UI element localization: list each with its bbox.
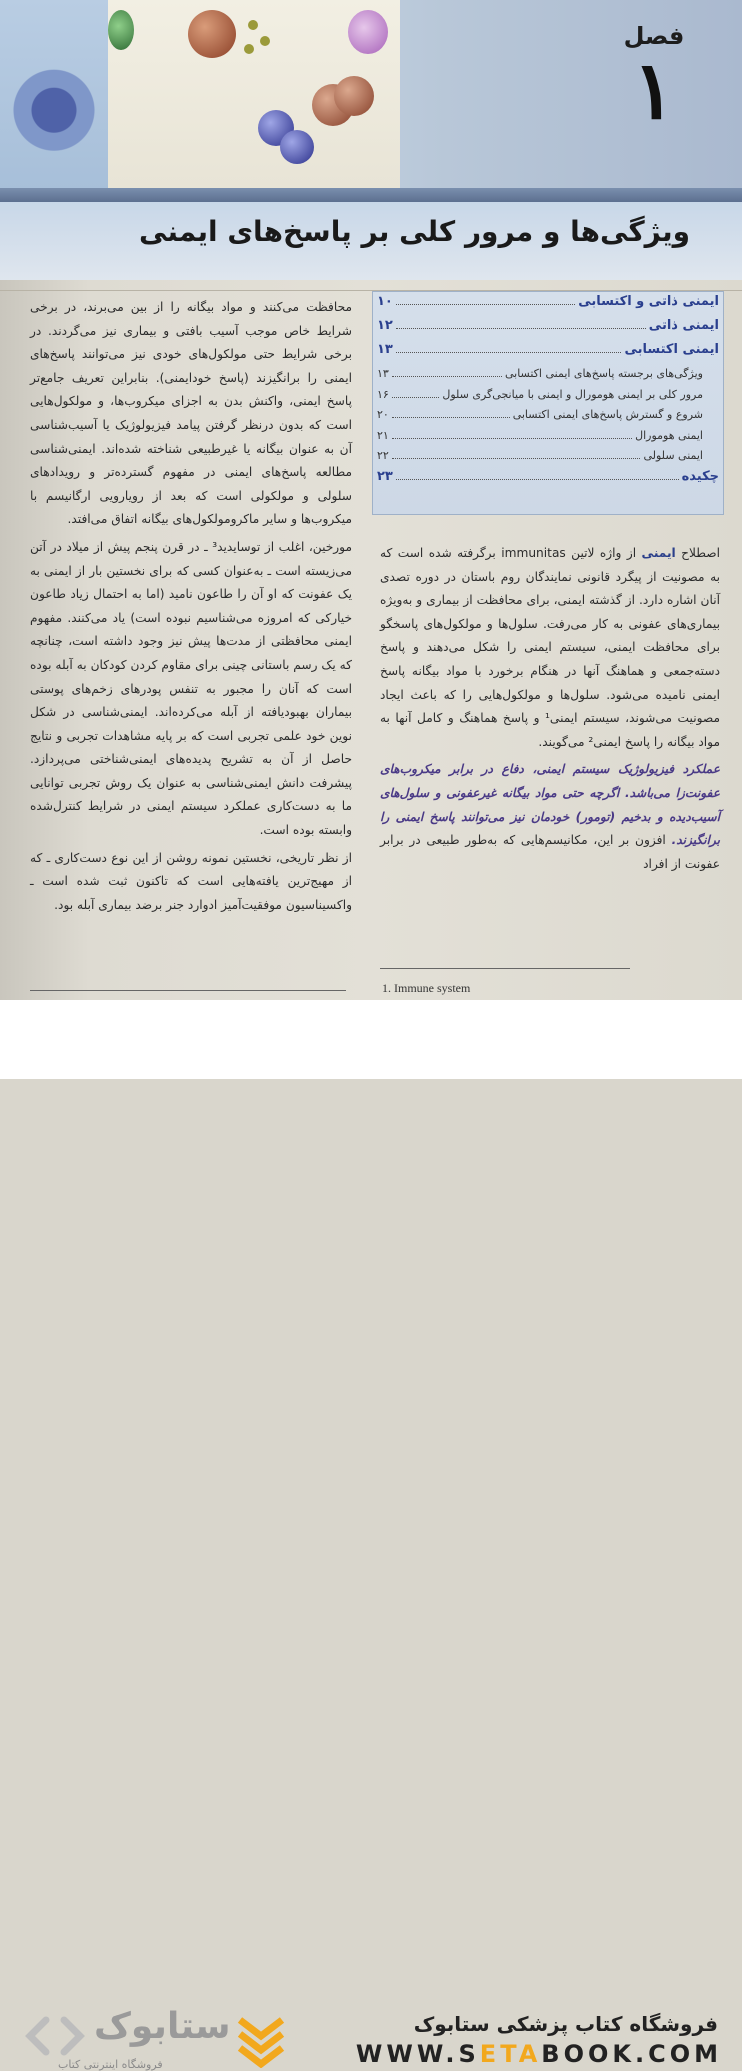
toc-entry-page: ۱۲ <box>377 318 393 333</box>
toc-entry-label: ایمنی ذاتی <box>648 318 719 333</box>
toc-entry[interactable] <box>373 340 723 364</box>
toc-entry-label: چکیده <box>681 468 719 484</box>
text-run: افزون بر این، مکانیسم‌هایی که به‌طور طبیعی در برابر عفونت از افراد <box>380 833 720 871</box>
watermark-footer <box>0 1000 742 2071</box>
toc-leader-dots <box>392 446 641 459</box>
banner-stripe <box>0 188 742 202</box>
toc-leader-dots <box>392 426 632 439</box>
chevron-down-icon <box>236 2012 286 2068</box>
text-run: از واژه لاتین immunitas برگرفته شده است که به مصونیت از پیگرد قانونی نمایندگان روم باستان در دوره تصدی آنان اشاره دارد. از گذشته ایمنی، برای محافظت از بیماری و به‌ویژه بیماری‌های عفونی به کار می‌رفت. سلول‌ها و مولکول‌های پاسخگو برای محافظت ایمنی، سیستم ایمنی را شکل می‌دهند و پاسخ دسته‌جمعی و هماهنگ آنها در هنگام برخورد با مواد بیگانه پاسخ ایمنی نامیده می‌شود. سلول‌ها و مولکول‌هایی را که باعث ایجاد مصونیت می‌شوند، سیستم ایمنی¹ و پاسخ هماهنگ و کامل آنها به مواد بیگانه را پاسخ ایمنی² می‌گویند. <box>380 546 720 749</box>
shop-name: فروشگاه کتاب پزشکی ستابوک <box>413 2012 718 2036</box>
toc-leader-dots <box>392 405 510 418</box>
toc-entry-page: ۱۳ <box>377 342 393 357</box>
toc-leader-dots <box>396 340 622 353</box>
toc-entry-label: ایمنی اکتسابی <box>624 342 719 357</box>
immune-cell-illustration-left <box>0 0 108 190</box>
toc-entry[interactable] <box>373 446 723 467</box>
footnote: 1. Immune system <box>382 981 471 995</box>
toc-entry-label: ایمنی ذاتی و اکتسابی <box>578 294 719 309</box>
text-run: اصطلاح <box>681 546 721 560</box>
toc-entry-label: ایمنی هومورال <box>635 428 703 442</box>
toc-entry[interactable] <box>373 426 723 447</box>
toc-leader-dots <box>396 316 646 329</box>
toc-entry-page: ۲۰ <box>377 408 389 421</box>
toc-entry-page: ۱۳ <box>377 367 389 380</box>
toc-entry[interactable] <box>373 316 723 340</box>
toc-leader-dots <box>396 292 575 305</box>
toc-entry-label: مرور کلی بر ایمنی هومورال و ایمنی با میانجی‌گری سلول <box>442 387 703 401</box>
chapter-word: فصل <box>623 22 685 50</box>
toc-entry-page: ۱۰ <box>377 294 393 309</box>
website-url[interactable] <box>356 2040 722 2068</box>
left-column <box>30 296 352 921</box>
key-statement: عملکرد فیزیولوژیک سیستم ایمنی، دفاع در برابر میکروب‌های عفونت‌زا می‌باشد. اگرچه حتی مواد بیگانه غیرعفونی و سلول‌های آسیب‌دیده و بدخیم (تومور) خودمان نیز می‌توانند پاسخ ایمنی را برانگیزند. <box>380 762 721 848</box>
logo-subtitle: فروشگاه اینترنتی کتاب <box>58 2058 163 2071</box>
toc-entry[interactable] <box>373 385 723 406</box>
toc-entry-label: ویژگی‌های برجسته پاسخ‌های ایمنی اکتسابی <box>504 367 703 380</box>
term-highlight: ایمنی <box>641 546 676 560</box>
right-column <box>380 542 720 880</box>
logo-wordmark: ستابوک <box>94 2006 231 2047</box>
paragraph: مورخین، اغلب از توسایدید³ ـ در قرن پنجم پیش از میلاد در آتن می‌زیسته است ـ به‌عنوان کسی که برای نخستین بار از ایمنی به یک عفونت که او آن را طاعون نامید (اما به احتمال زیاد طاعون خیارکی که امروزه می‌شناسیم نبوده است) یاد می‌کنند. مفهوم ایمنی محافظتی از مدت‌ها پیش نیز وجود داشته است، چنانچه که یک رسم باستانی چینی برای مقاوم کردن کودکان به آبله بوده است که آنان را مجبور به تنفس پودرهای زخم‌های پوستی بیماران بهبودیافته از آبله می‌کرده‌اند. ایمنی‌شناسی در شکل نوین خود علمی تجربی است که بر پایه مشاهدات تجربی و نتایج حاصل از آن به تشریح پدیده‌های ایمنی‌شناختی می‌پردازد. پیشرفت دانش ایمنی‌شناسی به عنوان یک روش تجربی توانایی ما به دست‌کاری عملکرد سیستم ایمنی در شرایط کنترل‌شده وابسته بوده است. <box>30 539 353 838</box>
toc-entry-page: ۲۳ <box>377 468 393 484</box>
paragraph: محافظت می‌کنند و مواد بیگانه را از بین می‌برند، در برخی شرایط خاص موجب آسیب بافتی و بیماری نیز می‌گردند. در برخی شرایط حتی مولکول‌های خودی نیز می‌توانند پاسخ‌های ایمنی را برانگیزند (پاسخ خودایمنی). بنابراین تعریف جامع‌تر پاسخ ایمنی، واکنش بدن به اجزای میکروب‌ها، و مولکول‌هایی است که بدون درنظر گرفتن پیامد فیزیولوژیک یا آسیب‌شناسی آن به عنوان بیگانه یا غیرطبیعی شناخته شده‌اند. ایمنی‌شناسی مطالعه پاسخ‌های ایمنی در مفهوم گسترده‌تر و رویدادهای سلولی و مولکولی است که بعد از رویارویی ارگانیسم با میکروب‌ها و سایر ماکرومولکول‌های بیگانه اتفاق می‌افتد. <box>30 300 352 527</box>
toc-leader-dots <box>396 467 679 480</box>
url-highlight: ETA <box>479 2040 542 2068</box>
footnote-rule-left <box>30 990 346 991</box>
toc-entry-page: ۱۶ <box>377 387 389 401</box>
url-part: BOOK.COM <box>541 2040 722 2068</box>
paragraph <box>380 542 720 754</box>
toc-entry-label: شروع و گسترش پاسخ‌های ایمنی اکتسابی <box>512 408 703 421</box>
toc-entry[interactable] <box>373 364 723 385</box>
chapter-label <box>604 22 704 142</box>
chapter-number: ۱ <box>632 43 676 137</box>
footnote-rule <box>380 968 630 969</box>
toc-entry-page: ۲۲ <box>377 449 389 462</box>
toc-entry-page: ۲۱ <box>377 428 389 442</box>
toc-entry[interactable] <box>373 467 723 491</box>
immune-cell-illustration <box>108 0 400 190</box>
url-part: WWW.S <box>355 2040 480 2068</box>
book-page <box>0 0 742 1000</box>
paragraph <box>380 758 720 876</box>
chapter-banner-illustration <box>0 0 742 190</box>
setabook-logo-icon <box>24 2014 88 2058</box>
toc-leader-dots <box>392 385 440 398</box>
chapter-title: ویژگی‌ها و مرور کلی بر پاسخ‌های ایمنی <box>139 215 690 248</box>
toc-entry-label: ایمنی سلولی <box>643 449 703 462</box>
toc-leader-dots <box>392 364 502 377</box>
paragraph: از نظر تاریخی، نخستین نمونه روشن از این نوع دست‌کاری ـ که از مهیج‌ترین یافته‌هایی است که تاکنون ثبت شده است ـ واکسیناسیون موفقیت‌آمیز ادوارد جنر برضد بیماری آبله بود. <box>30 850 352 912</box>
toc-entry[interactable] <box>373 292 723 316</box>
table-of-contents <box>372 291 724 515</box>
toc-entry[interactable] <box>373 405 723 426</box>
